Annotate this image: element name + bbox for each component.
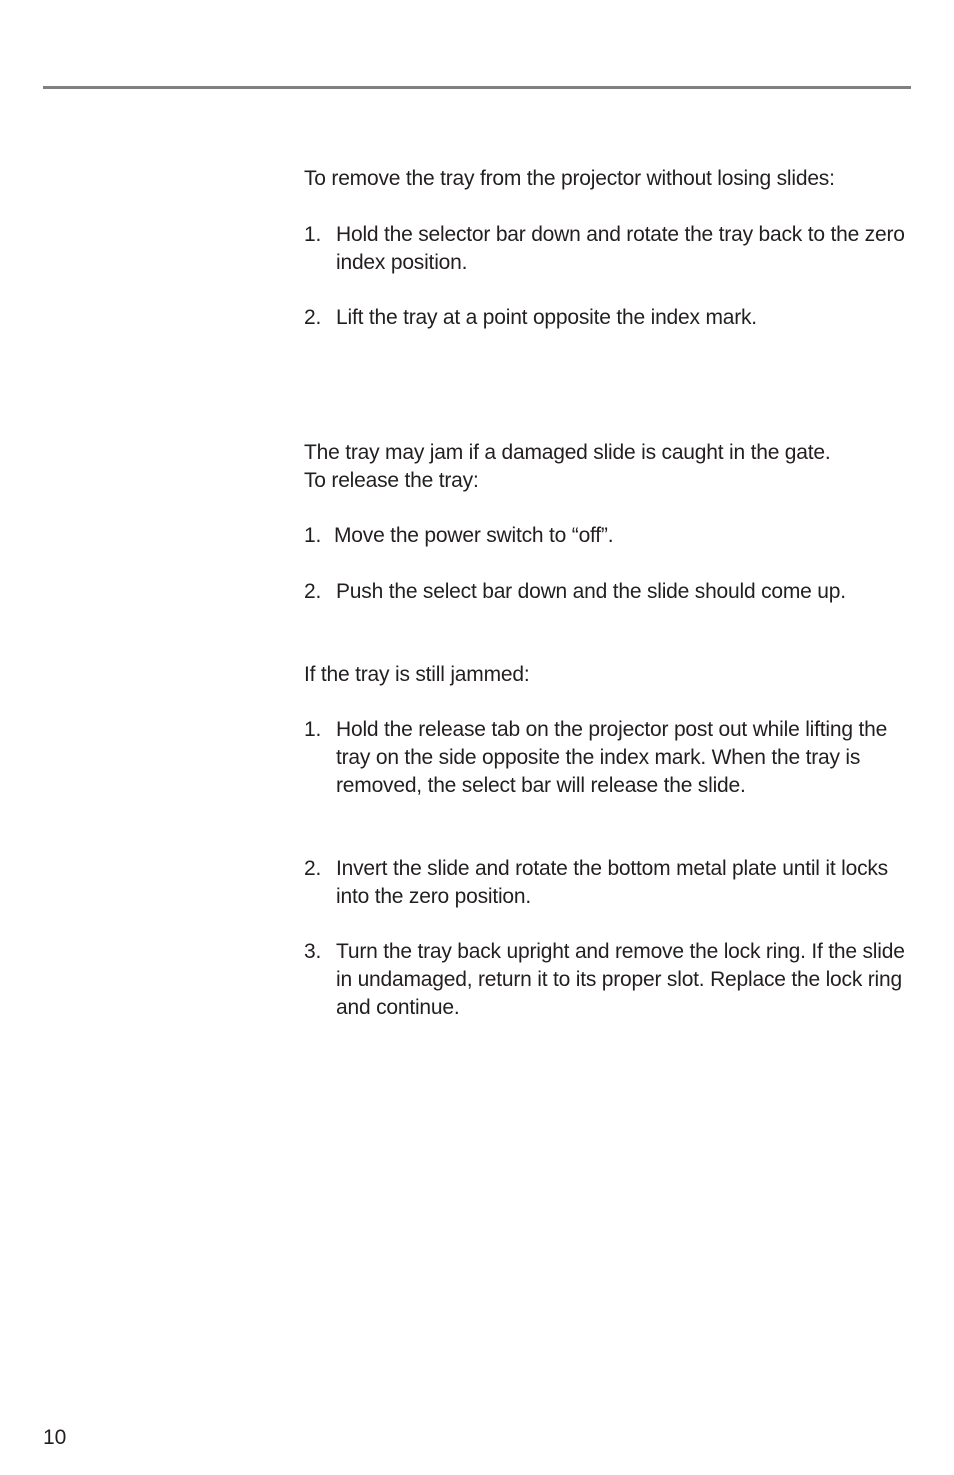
step-text: Hold the release tab on the projector post out while lifting the tray on the side opposite the index mark. When the tray is removed, the select bar will release the slide. — [336, 718, 888, 797]
still-jammed-step-3 — [304, 938, 916, 1022]
still-jammed-step-2 — [304, 855, 916, 911]
step-text: Push the select bar down and the slide should come up. — [336, 580, 846, 603]
step-text: Move the power switch to “off”. — [334, 524, 614, 547]
still-jammed-step-1 — [304, 716, 916, 800]
remove-step-1 — [304, 221, 916, 277]
jam-intro-line-1: The tray may jam if a damaged slide is caught in the gate. — [304, 441, 831, 464]
step-text: Turn the tray back upright and remove the lock ring. If the slide in undamaged, return it to its proper slot. Replace the lock ring and continue. — [336, 940, 905, 1019]
remove-tray-intro: To remove the tray from the projector without losing slides: — [304, 167, 835, 190]
jam-intro-line-2: To release the tray: — [304, 469, 479, 492]
still-jammed-intro: If the tray is still jammed: — [304, 663, 530, 686]
step-number: 1. — [304, 223, 322, 246]
step-text: Invert the slide and rotate the bottom metal plate until it locks into the zero position. — [336, 857, 888, 908]
step-number: 2. — [304, 306, 322, 329]
step-number: 1. — [304, 718, 322, 741]
jam-step-1 — [304, 522, 916, 550]
step-number: 3. — [304, 940, 322, 963]
jam-step-2 — [304, 578, 916, 606]
remove-step-2 — [304, 304, 916, 332]
step-number: 1. — [304, 524, 322, 547]
page-number: 10 — [43, 1426, 67, 1449]
step-text: Hold the selector bar down and rotate the tray back to the zero index position. — [336, 223, 905, 274]
step-number: 2. — [304, 580, 322, 603]
step-number: 2. — [304, 857, 322, 880]
header-rule — [43, 86, 911, 89]
step-text: Lift the tray at a point opposite the index mark. — [336, 306, 757, 329]
